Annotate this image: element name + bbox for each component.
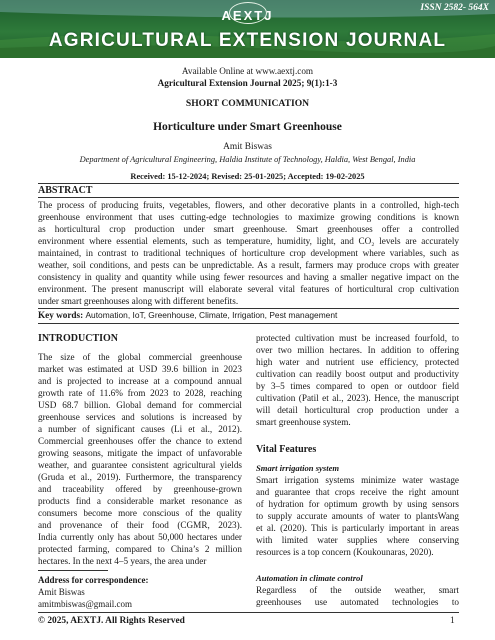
text-line: market was estimated at USD 39.6 billion in 2023 — [38, 364, 242, 374]
page-number: 1 — [450, 616, 455, 626]
text-line: et al. (2020). This is particularly important in areas — [256, 523, 459, 533]
keywords-top-divider — [38, 308, 459, 309]
text-line: smart greenhouse system. — [256, 417, 351, 427]
text-line: consistency in quality and quantity while using fewer resources and having a smaller negative impact on the — [38, 272, 459, 282]
text-line: products find a considerable market resonance as — [38, 496, 242, 506]
smart-irrigation-heading: Smart irrigation system — [256, 463, 340, 473]
text-line: greenhouse environment that uses cutting-edge technologies to maximize growing conditions is known — [38, 212, 459, 222]
text-line: will detail horticultural crop production under a — [256, 405, 459, 415]
text-line: hectares. In the next 4–5 years, the area under — [38, 556, 207, 566]
text-line: resources is a top concern (Koukounaras, 2020). — [256, 547, 434, 557]
text-line: The size of the global commercial greenhouse — [38, 352, 242, 362]
article-title: Horticulture under Smart Greenhouse — [153, 121, 342, 133]
text-line: of hydration for optimum growth by using sensors — [256, 499, 459, 509]
text-line: cultivation can readily boost output and productivity — [256, 369, 459, 379]
text-line: USD 68.7 billion. Global demand for commercial — [38, 400, 242, 410]
text-line: under smart greenhouses along with different benefits. — [38, 296, 239, 306]
text-line: and guarantee that crops receive the right amount — [256, 487, 459, 497]
copyright-notice: © 2025, AEXTJ. All Rights Reserved — [38, 616, 185, 626]
correspondence-email[interactable]: amitmbiswas@gmail.com — [38, 599, 133, 609]
journal-banner — [0, 0, 495, 58]
text-line: cultivation (Patil et al., 2023). Hence, the manuscript — [256, 393, 459, 403]
text-line: by 3–5 times compared to open or outdoor field — [256, 381, 459, 391]
text-line: high water and nutrient use efficiency, protected — [256, 357, 459, 367]
text-line: (Gruda et al., 2019). Furthermore, the transparency — [38, 472, 242, 482]
vital-features-heading: Vital Features — [256, 444, 317, 455]
abstract-body — [38, 199, 459, 307]
journal-title: AGRICULTURAL EXTENSION JOURNAL — [48, 30, 447, 51]
text-line: greenhouses use automated technologies to — [256, 597, 459, 607]
text-line: and traceability offered by greenhouse-grown — [38, 484, 242, 494]
article-type: SHORT COMMUNICATION — [185, 98, 310, 109]
text-line: and provenance of their food (CGMR, 2023). — [38, 520, 242, 530]
correspondence-name: Amit Biswas — [38, 587, 85, 597]
text-line: to supply accurate amounts of water to plantsWang — [256, 511, 459, 521]
introduction-body — [38, 351, 242, 567]
text-line: maintained, in contrast to traditional techniques of horticulture crop development where variables, such as — [38, 248, 459, 258]
text-line: protected cultivation must be increased fourfold, to — [256, 333, 459, 343]
climate-control-body — [256, 584, 459, 608]
smart-irrigation-body — [256, 474, 459, 558]
author-affiliation: Department of Agricultural Engineering, Haldia Institute of Technology, Haldia, West Bengal, India — [79, 155, 416, 164]
footer-divider — [38, 612, 459, 613]
header-divider — [38, 183, 459, 184]
text-line: and is projected to increase at a compound annual — [38, 376, 242, 386]
text-line: with limited water supplies where conserving — [256, 535, 459, 545]
text-line: environment where essential elements, such as temperature, humidity, light, and CO₂ levels are accurately — [38, 236, 459, 246]
right-column-body — [256, 332, 459, 428]
text-line: Regardless of the outside weather, smart — [256, 585, 459, 595]
author-name: Amit Biswas — [223, 142, 272, 152]
text-line: greenhouse services and solutions is increased by — [38, 412, 242, 422]
text-line: weather, soil conditions, and pests can be unpredictable. As a result, farmers may produce crops with greater — [38, 260, 459, 270]
introduction-heading: INTRODUCTION — [38, 333, 119, 344]
text-line: growing seasons, mitigate the impact of unfavorable — [38, 448, 242, 458]
text-line: The process of producing fruits, vegetables, flowers, and other decorative plants in a controlled, high-tech — [38, 200, 459, 210]
keywords-label: Key words: — [38, 310, 84, 320]
text-line: protected farming, compared to China’s 2 million — [38, 544, 242, 554]
climate-control-heading: Automation in climate control — [256, 573, 363, 583]
article-dates: Received: 15-12-2024; Revised: 25-01-2025; Accepted: 19-02-2025 — [130, 172, 365, 181]
abstract-heading: ABSTRACT — [38, 185, 93, 196]
keywords-bottom-divider — [38, 323, 459, 324]
text-line: weather, and guarantee consistent agricultural yields — [38, 460, 242, 470]
correspondence-label: Address for correspondence: — [38, 575, 149, 585]
abstract-divider — [38, 197, 459, 198]
footnote-divider — [38, 570, 108, 571]
text-line: Commercial greenhouses offer the chance to extend — [38, 436, 242, 446]
text-line: India currently only has about 50,000 hectares under — [38, 532, 242, 542]
keywords-text: Automation, IoT, Greenhouse, Climate, Irrigation, Pest management — [85, 310, 338, 320]
text-line: consumers become more conscious of the quality — [38, 508, 242, 518]
citation-line: Agricultural Extension Journal 2025; 9(1):1-3 — [157, 78, 338, 88]
keywords-line — [38, 310, 337, 320]
text-line: growth rate of 11.6% from 2023 to 2028, reaching — [38, 388, 242, 398]
text-line: Smart irrigation systems minimize water wastage — [256, 475, 459, 485]
availability-line: Available Online at www.aextj.com — [181, 66, 314, 76]
journal-logo: AEXTJ — [221, 8, 274, 23]
issn-label: ISSN 2582- 564X — [420, 3, 489, 13]
text-line: as horticultural crop production under smart greenhouse. Smart greenhouses offer a controlled — [38, 224, 459, 234]
text-line: over two million hectares. In addition to offering — [256, 345, 459, 355]
text-line: environment. The present manuscript will elaborate several vital features of horticultural crop cultivation — [38, 284, 459, 294]
text-line: a number of significant causes (Li et al., 2012). — [38, 424, 242, 434]
